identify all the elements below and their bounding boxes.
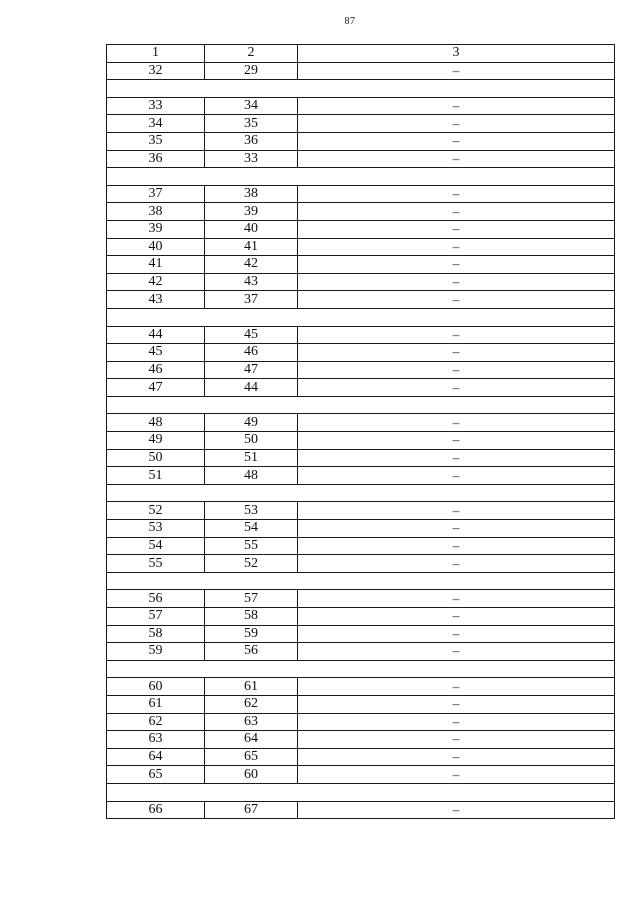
table-cell-col1: 46 [107, 361, 205, 379]
table-cell-col2: 39 [205, 203, 298, 221]
table-cell-col2: 56 [205, 643, 298, 661]
table-cell-col3: – [298, 432, 615, 450]
table-row [107, 273, 615, 291]
table-row [107, 731, 615, 749]
table-row [107, 291, 615, 309]
table-row [107, 379, 615, 397]
table-row [107, 643, 615, 661]
table-group-separator [107, 572, 615, 590]
table-row [107, 801, 615, 819]
separator-cell [107, 168, 615, 186]
table-cell-col3: – [298, 625, 615, 643]
table-row [107, 625, 615, 643]
table-row [107, 678, 615, 696]
table-cell-col3: – [298, 326, 615, 344]
table-row [107, 467, 615, 485]
table-group-separator [107, 80, 615, 98]
table-cell-col3: – [298, 414, 615, 432]
table-row [107, 695, 615, 713]
table-cell-col2: 62 [205, 695, 298, 713]
table-cell-col3: – [298, 695, 615, 713]
table-group-separator [107, 783, 615, 801]
table-cell-col1: 41 [107, 256, 205, 274]
table-cell-col3: – [298, 608, 615, 626]
separator-cell [107, 783, 615, 801]
table-cell-col2: 57 [205, 590, 298, 608]
table-row [107, 238, 615, 256]
table-cell-col2: 58 [205, 608, 298, 626]
table-cell-col1: 38 [107, 203, 205, 221]
table-row [107, 185, 615, 203]
table-cell-col2: 34 [205, 97, 298, 115]
table-cell-col1: 36 [107, 150, 205, 168]
table-cell-col1: 53 [107, 520, 205, 538]
table-row [107, 97, 615, 115]
table-group-separator [107, 484, 615, 502]
table-row [107, 555, 615, 573]
table-group-separator [107, 660, 615, 678]
table-cell-col2: 46 [205, 344, 298, 362]
table-cell-col1: 57 [107, 608, 205, 626]
table-cell-col2: 51 [205, 449, 298, 467]
table-cell-col2: 54 [205, 520, 298, 538]
table-cell-col1: 61 [107, 695, 205, 713]
table-cell-col3: – [298, 185, 615, 203]
table-cell-col1: 63 [107, 731, 205, 749]
table-cell-col1: 56 [107, 590, 205, 608]
table-cell-col1: 42 [107, 273, 205, 291]
table-cell-col1: 58 [107, 625, 205, 643]
table-cell-col1: 62 [107, 713, 205, 731]
table-row [107, 502, 615, 520]
table-cell-col2: 47 [205, 361, 298, 379]
table-cell-col1: 48 [107, 414, 205, 432]
table-cell-col3: – [298, 520, 615, 538]
table-row [107, 150, 615, 168]
table-row [107, 344, 615, 362]
table-cell-col2: 40 [205, 220, 298, 238]
table-cell-col2: 45 [205, 326, 298, 344]
data-table [106, 44, 615, 819]
table-row [107, 713, 615, 731]
table-cell-col1: 55 [107, 555, 205, 573]
table-cell-col1: 44 [107, 326, 205, 344]
table-cell-col3: – [298, 203, 615, 221]
table-row [107, 361, 615, 379]
table-cell-col2: 61 [205, 678, 298, 696]
table-cell-col1: 39 [107, 220, 205, 238]
table-cell-col1: 45 [107, 344, 205, 362]
table-cell-col1: 33 [107, 97, 205, 115]
table-cell-col3: – [298, 467, 615, 485]
table-cell-col1: 40 [107, 238, 205, 256]
table-row [107, 608, 615, 626]
table-cell-col2: 36 [205, 132, 298, 150]
table-cell-col3: – [298, 361, 615, 379]
table-cell-col3: – [298, 713, 615, 731]
separator-cell [107, 572, 615, 590]
table-cell-col3: – [298, 97, 615, 115]
table-cell-col2: 37 [205, 291, 298, 309]
table-cell-col2: 53 [205, 502, 298, 520]
table-cell-col3: – [298, 132, 615, 150]
table-cell-col1: 60 [107, 678, 205, 696]
table-cell-col2: 33 [205, 150, 298, 168]
table-group-separator [107, 396, 615, 414]
table-row [107, 432, 615, 450]
table-cell-col1: 37 [107, 185, 205, 203]
table-row [107, 132, 615, 150]
table-row [107, 520, 615, 538]
table-group-separator [107, 308, 615, 326]
table-cell-col1: 47 [107, 379, 205, 397]
table-cell-col2: 64 [205, 731, 298, 749]
table-cell-col3: – [298, 502, 615, 520]
column-header-2: 2 [205, 45, 298, 63]
table-row [107, 449, 615, 467]
table-body [107, 62, 615, 819]
table-row [107, 256, 615, 274]
table-cell-col3: – [298, 220, 615, 238]
table-cell-col3: – [298, 115, 615, 133]
table-row [107, 115, 615, 133]
table-cell-col1: 64 [107, 748, 205, 766]
table-cell-col3: – [298, 449, 615, 467]
table-cell-col1: 32 [107, 62, 205, 80]
page-number: 87 [344, 16, 356, 27]
table-cell-col3: – [298, 555, 615, 573]
table-cell-col2: 42 [205, 256, 298, 274]
table-cell-col3: – [298, 678, 615, 696]
table-cell-col2: 67 [205, 801, 298, 819]
table-row [107, 203, 615, 221]
table-cell-col2: 63 [205, 713, 298, 731]
table-row [107, 62, 615, 80]
table-row [107, 590, 615, 608]
table-cell-col2: 29 [205, 62, 298, 80]
table-cell-col1: 49 [107, 432, 205, 450]
table-cell-col3: – [298, 62, 615, 80]
table-cell-col2: 60 [205, 766, 298, 784]
table-cell-col2: 43 [205, 273, 298, 291]
separator-cell [107, 484, 615, 502]
separator-cell [107, 396, 615, 414]
table-cell-col2: 48 [205, 467, 298, 485]
separator-cell [107, 80, 615, 98]
table-cell-col1: 35 [107, 132, 205, 150]
table-cell-col3: – [298, 766, 615, 784]
column-header-3: 3 [298, 45, 615, 63]
table-cell-col3: – [298, 643, 615, 661]
table-cell-col3: – [298, 537, 615, 555]
table-cell-col1: 43 [107, 291, 205, 309]
table-cell-col3: – [298, 291, 615, 309]
table-row [107, 220, 615, 238]
table-cell-col3: – [298, 256, 615, 274]
table-cell-col3: – [298, 344, 615, 362]
separator-cell [107, 660, 615, 678]
table-cell-col3: – [298, 801, 615, 819]
separator-cell [107, 308, 615, 326]
table-row [107, 766, 615, 784]
table-cell-col3: – [298, 150, 615, 168]
table-row [107, 748, 615, 766]
table-cell-col3: – [298, 748, 615, 766]
table-cell-col2: 55 [205, 537, 298, 555]
table-cell-col2: 44 [205, 379, 298, 397]
table-cell-col1: 52 [107, 502, 205, 520]
table-cell-col2: 59 [205, 625, 298, 643]
table-cell-col2: 35 [205, 115, 298, 133]
table-row [107, 414, 615, 432]
table-header-row [107, 45, 615, 63]
table-cell-col2: 49 [205, 414, 298, 432]
table-cell-col2: 52 [205, 555, 298, 573]
table-cell-col1: 54 [107, 537, 205, 555]
table-cell-col3: – [298, 273, 615, 291]
table-cell-col1: 59 [107, 643, 205, 661]
table-cell-col2: 41 [205, 238, 298, 256]
table-cell-col3: – [298, 731, 615, 749]
column-header-1: 1 [107, 45, 205, 63]
table-cell-col1: 51 [107, 467, 205, 485]
table-cell-col3: – [298, 238, 615, 256]
table-row [107, 537, 615, 555]
table-cell-col2: 65 [205, 748, 298, 766]
table-cell-col1: 34 [107, 115, 205, 133]
table-cell-col3: – [298, 590, 615, 608]
table-cell-col3: – [298, 379, 615, 397]
table-cell-col1: 65 [107, 766, 205, 784]
table-row [107, 326, 615, 344]
table-cell-col2: 50 [205, 432, 298, 450]
table-cell-col1: 66 [107, 801, 205, 819]
document-table-container [106, 44, 614, 819]
table-group-separator [107, 168, 615, 186]
table-cell-col1: 50 [107, 449, 205, 467]
table-cell-col2: 38 [205, 185, 298, 203]
